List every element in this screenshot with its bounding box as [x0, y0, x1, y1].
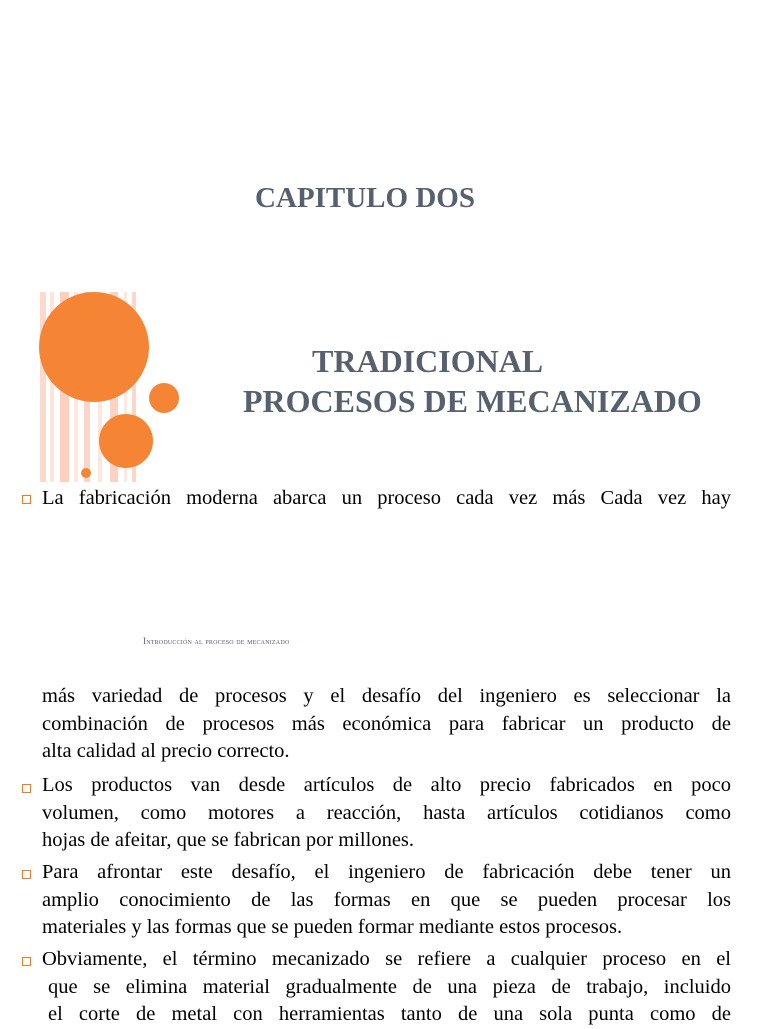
title-line-2: PROCESOS DE MECANIZADO: [243, 383, 702, 419]
bullet-4-text: [42, 946, 731, 1029]
bullet-square-icon: [22, 870, 31, 879]
continuation-text: [42, 683, 731, 766]
small-circle: [149, 383, 179, 413]
text-line: Obviamente, el término mecanizado se refiere a cualquier proceso en el: [42, 948, 731, 970]
text-line: combinación de procesos más económica para fabricar un producto de: [42, 712, 731, 735]
text-line: La fabricación moderna abarca un proceso cada vez más Cada vez hay: [42, 487, 731, 509]
bullet-2-text: [42, 772, 731, 855]
text-line: amplio conocimiento de las formas en que se pueden procesar los: [42, 888, 731, 911]
text-line: hojas de afeitar, que se fabrican por millones.: [42, 829, 415, 851]
bullet-square-icon: [22, 957, 31, 966]
text-line: volumen, como motores a reacción, hasta artículos cotidianos como: [42, 801, 731, 824]
text-line: alta calidad al precio correcto.: [42, 740, 290, 762]
medium-circle: [99, 414, 153, 468]
text-line: más variedad de procesos y el desafío del ingeniero es seleccionar la: [42, 685, 731, 707]
text-line: el corte de metal con herramientas tanto de una sola punta como de: [48, 1003, 731, 1025]
decorative-circles: [38, 292, 188, 482]
bullet-square-icon: [22, 495, 31, 504]
slide-footer: Introducción al proceso de mecanizado: [143, 636, 290, 646]
tiny-circle: [81, 468, 91, 478]
bullet-1-text: [42, 485, 731, 513]
text-line: que se elimina material gradualmente de una pieza de trabajo, incluido: [48, 975, 731, 998]
large-circle: [39, 292, 149, 402]
bullet-3-text: [42, 859, 731, 942]
bullet-square-icon: [22, 784, 31, 793]
text-line: Los productos van desde artículos de alto precio fabricados en poco: [42, 774, 731, 796]
chapter-heading: CAPITULO DOS: [255, 182, 475, 214]
text-line: Para afrontar este desafío, el ingeniero de fabricación debe tener un: [42, 861, 731, 883]
title-line-1: TRADICIONAL: [312, 343, 544, 379]
text-line: materiales y las formas que se pueden formar mediante estos procesos.: [42, 916, 623, 938]
